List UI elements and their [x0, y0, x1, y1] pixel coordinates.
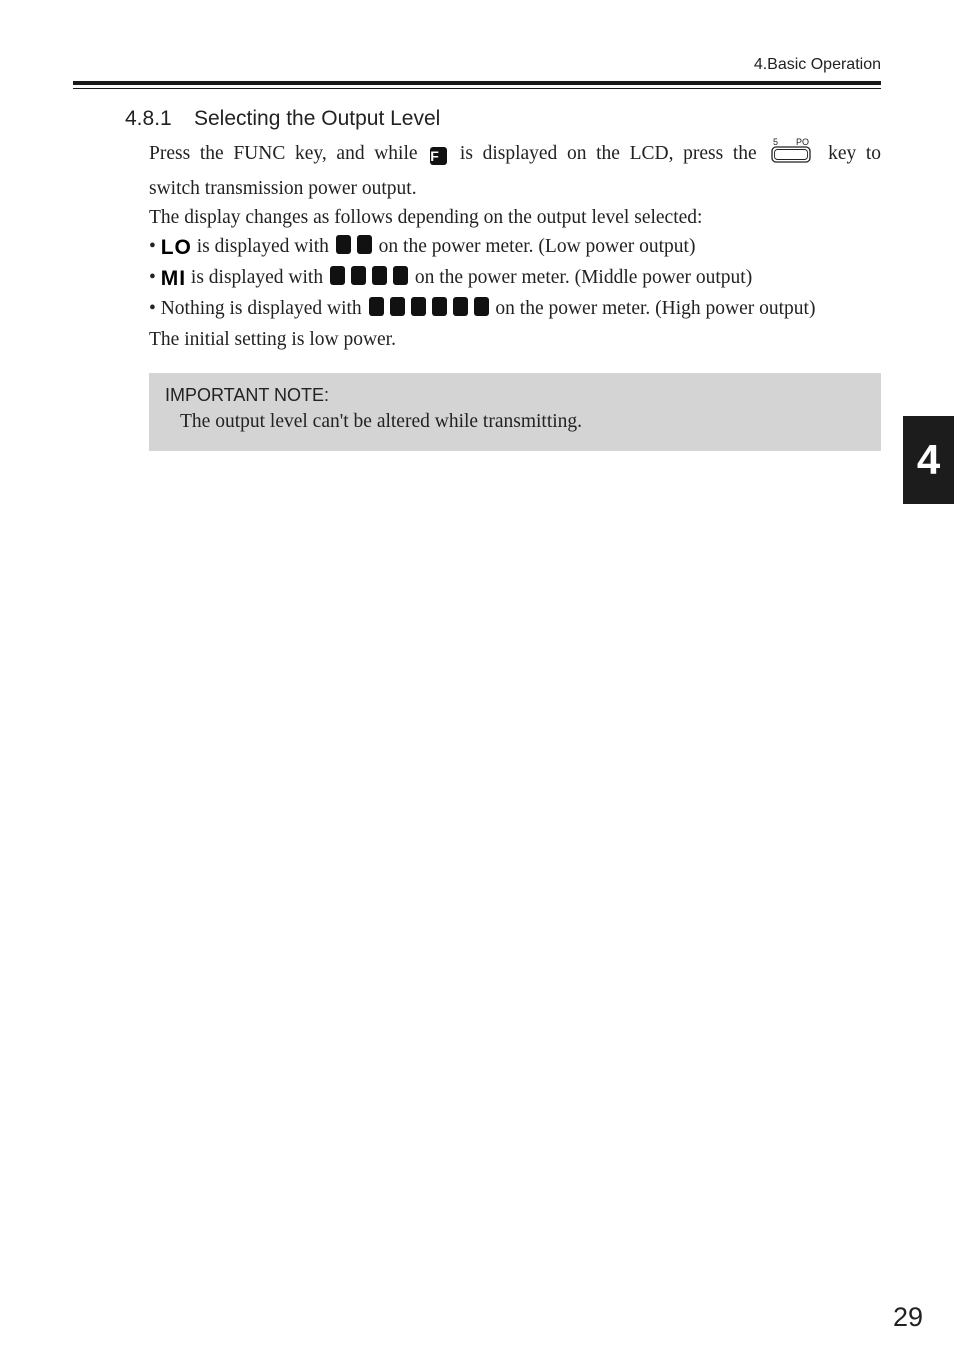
meter-block — [393, 266, 408, 285]
meter-block — [330, 266, 345, 285]
important-note-box — [149, 373, 881, 451]
running-head: 4.Basic Operation — [753, 56, 881, 73]
meter-block — [390, 297, 405, 316]
meter-block — [351, 266, 366, 285]
power-meter-blocks-middle — [330, 265, 408, 294]
meter-block — [369, 297, 384, 316]
paragraph-display-changes: The display changes as follows depending on the output level selected: — [149, 207, 703, 228]
meter-block — [474, 297, 489, 316]
power-meter-blocks-low — [336, 234, 372, 263]
meter-block — [336, 235, 351, 254]
bullet-text-a: is displayed with — [190, 267, 324, 288]
power-meter-blocks-high — [369, 296, 489, 325]
chapter-tab: 4 — [903, 416, 954, 504]
section-heading — [125, 107, 440, 131]
bullet-text-b: on the power meter. (Low power output) — [378, 236, 696, 257]
bullet-text-b: on the power meter. (Middle power output) — [414, 267, 753, 288]
meter-block — [432, 297, 447, 316]
bullet-char: • — [149, 236, 156, 257]
f-icon: F — [430, 147, 447, 165]
key-label-left: 5 — [773, 137, 779, 147]
body-text — [149, 137, 881, 354]
bullet-text-a: Nothing is displayed with — [160, 298, 362, 319]
note-title: IMPORTANT NOTE: — [165, 385, 330, 405]
para1-text-a: Press the FUNC key, and while — [149, 143, 418, 164]
para1-text-c: key to — [828, 143, 882, 164]
paragraph-func-key — [149, 137, 881, 174]
meter-block — [453, 297, 468, 316]
bullet-high-power — [149, 294, 881, 325]
bullet-middle-power — [149, 263, 881, 294]
po-key-icon — [770, 137, 814, 174]
bullet-low-power — [149, 232, 881, 263]
meter-block — [372, 266, 387, 285]
paragraph-initial-setting: The initial setting is low power. — [149, 329, 396, 350]
bullet-char: • — [149, 267, 156, 288]
bullet-text-a: is displayed with — [196, 236, 329, 257]
page-number: 29 — [892, 1302, 923, 1332]
para1-text-b: is displayed on the LCD, press the — [459, 143, 757, 164]
meter-block — [357, 235, 372, 254]
section-title: Selecting the Output Level — [194, 107, 441, 130]
lcd-mi-indicator: MI — [160, 267, 187, 290]
bullet-char: • — [149, 298, 156, 319]
section-number: 4.8.1 — [125, 107, 172, 130]
lcd-lo-indicator: LO — [160, 236, 192, 259]
meter-block — [411, 297, 426, 316]
header-rule-thick — [73, 81, 881, 85]
key-label-right: PO — [796, 137, 810, 147]
paragraph-func-key-line2: switch transmission power output. — [149, 178, 417, 199]
note-text: The output level can't be altered while transmitting. — [180, 411, 583, 432]
bullet-text-b: on the power meter. (High power output) — [495, 298, 816, 319]
header-rule-thin — [73, 88, 881, 89]
